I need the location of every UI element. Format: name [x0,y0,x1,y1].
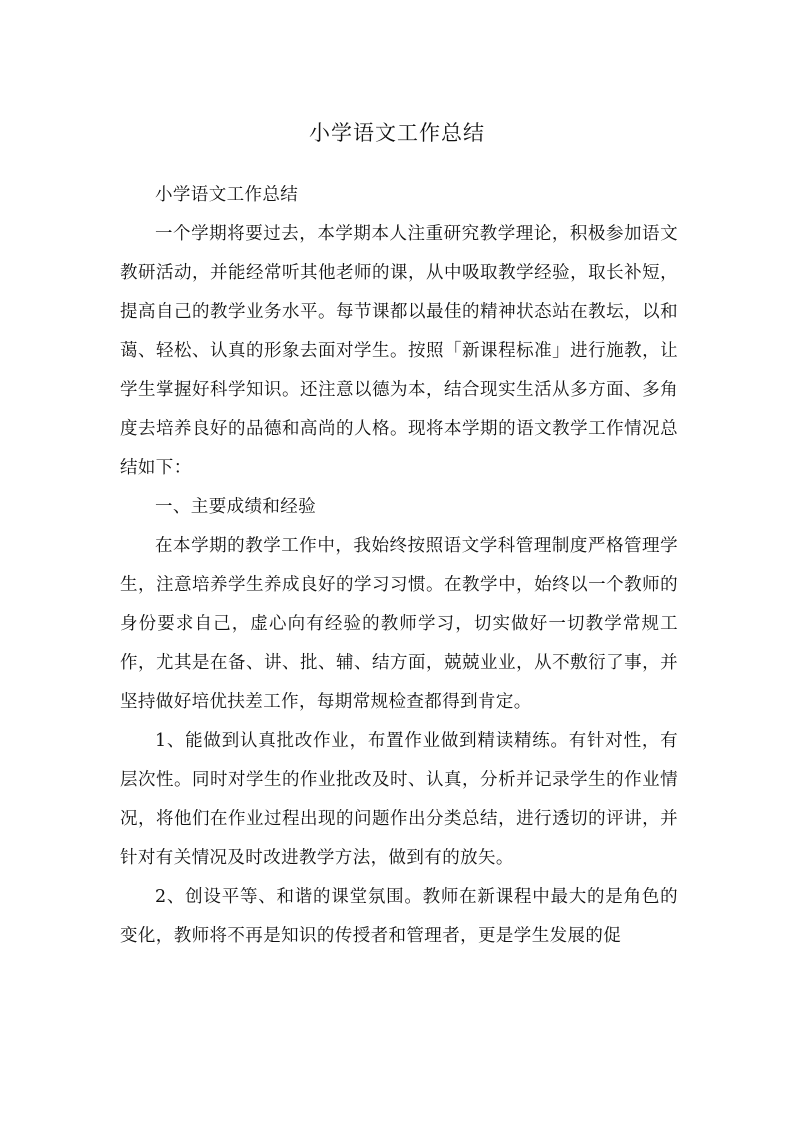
document-title: 小学语文工作总结 [309,121,485,145]
paragraph-achievements: 在本学期的教学工作中，我始终按照语文学科管理制度严格管理学生，注意培养学生养成良好的学习习惯。在教学中，始终以一个教师的身份要求自己，虚心向有经验的教师学习，切实做好一切教学常规工作，尤其是在备、讲、批、辅、结方面，兢兢业业，从不敷衍了事，并坚持做好培优扶差工作，每期常规检查都得到肯定。 [120,536,678,712]
document-subtitle: 小学语文工作总结 [155,185,299,205]
paragraph-point-1: 1、能做到认真批改作业，布置作业做到精读精练。有针对性，有层次性。同时对学生的作业批改及时、认真，分析并记录学生的作业情况，将他们在作业过程出现的问题作出分类总结，进行透切的评讲，并针对有关情况及时改进教学方法，做到有的放矢。 [120,731,678,868]
section-heading: 一、主要成绩和经验 [155,497,317,517]
document-body [120,176,678,956]
paragraph-intro: 一个学期将要过去，本学期本人注重研究教学理论，积极参加语文教研活动，并能经常听其他老师的课，从中吸取教学经验，取长补短，提高自己的教学业务水平。每节课都以最佳的精神状态站在教坛，以和蔼、轻松、认真的形象去面对学生。按照「新课程标准」进行施教，让学生掌握好科学知识。还注意以德为本，结合现实生活从多方面、多角度去培养良好的品德和高尚的人格。现将本学期的语文教学工作情况总结如下： [120,224,678,478]
paragraph-point-2: 2、创设平等、和谐的课堂氛围。教师在新课程中最大的是角色的变化，教师将不再是知识的传授者和管理者，更是学生发展的促 [120,887,678,946]
